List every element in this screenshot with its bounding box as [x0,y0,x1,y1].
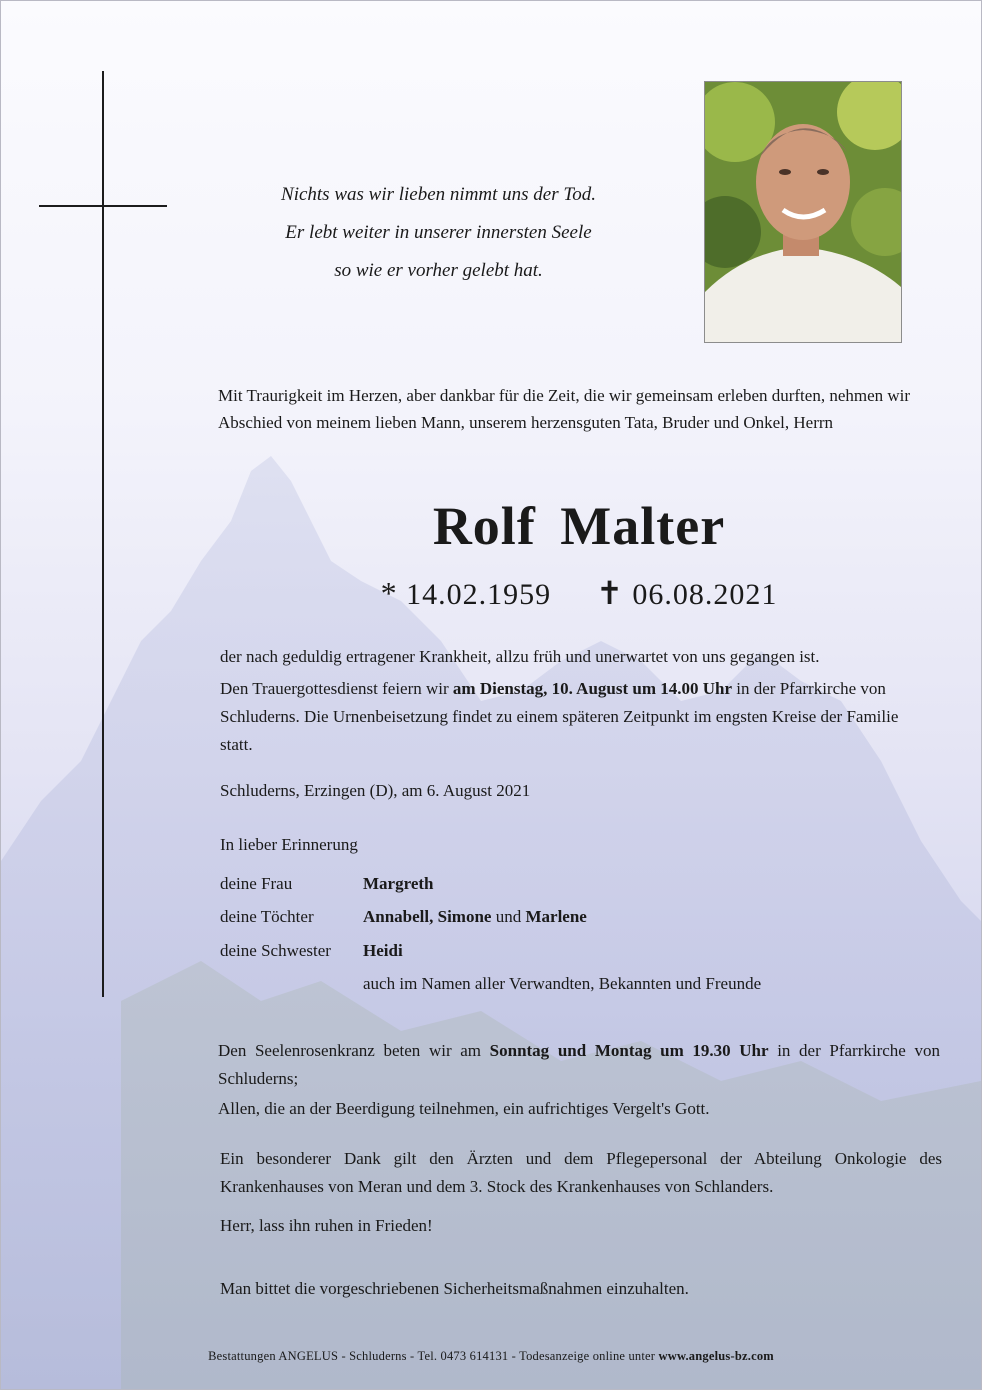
rosary-text: Den Seelenrosenkranz beten wir am Sonntag und Montag um 19.30 Uhr in der Pfarrkirche von Schluderns; [218,1041,940,1088]
relative-label: deine Schwester [220,941,331,960]
relative-name: Heidi [363,941,403,960]
safety-notice: Man bittet die vorgeschriebenen Sicherheitsmaßnahmen einzuhalten. [220,1279,689,1298]
life-dates [218,571,940,617]
death-date: 06.08.2021 [632,578,778,611]
deceased-name: Rolf Malter [432,496,726,556]
obituary-page: Nichts was wir lieben nimmt uns der Tod. Er lebt weiter in unserer innersten Seele so wie er vorher gelebt hat. Mit Traurigkeit im Herzen, aber dankbar für die Zeit, die wir gemeinsam erleben durften, nehmen wir Abschied von meinem lieben Mann, unserem herzensguten Tata, Bruder und Onkel, Herrn Rolf Malter * 14.02.1959 ✝ 06.08.2021 der nach geduldig ertragener Krankheit, allzu früh und unerwartet von uns gegangen ist. Den Trauergottesdienst feiern wir am Dienstag, 10. August um 14.00 Uhr in der Pfarrkirche von Schluderns. Die Urnenbeisetzung findet zu einem späteren Zeitpunkt im engsten Kreise der Familie statt. Schluderns, Erzingen (D), am 6. August 2021 In lieber Erinnerung deine Frau Margreth deine Töchter Annabell, Simone und Marlene deine Schwester Heidi auch im Namen aller Verwandten, Bekannten und Freunde Den Seelenrosenkranz beten wir am Sonntag und Montag um 19.30 Uhr in der Pfarrkirche von Schluderns; Allen, die an der Beerdigung teilnehmen, ein aufrichtiges Vergelt's Gott. Ein besonderer Dank gilt den Ärzten und dem Pflegepersonal der Abteilung Onkologie des Krankenhauses von Meran und dem 3. Stock des Krankenhauses von Schlanders. Herr, lass ihn ruhen in Frieden! Man bittet die vorgeschriebenen Sicherheitsmaßnahmen einzuhalten. Bestattungen ANGELUS - Schluderns - Tel. 0473 614131 - Todesanzeige online unter www.angelus-bz.com [0,0,982,1390]
birth-star-icon: * [380,575,398,611]
funeral-service-text: Den Trauergottesdienst feiern wir am Dienstag, 10. August um 14.00 Uhr in der Pfarrkirche von Schluderns. Die Urnenbeisetzung findet zu einem späteren Zeitpunkt im engsten Kreise der Familie statt. [220,679,899,754]
staff-thanks: Ein besonderer Dank gilt den Ärzten und dem Pflegepersonal der Abteilung Onkologie des Krankenhauses von Meran und dem 3. Stock des Krankenhauses von Schlanders. [220,1149,942,1196]
footer-url[interactable]: www.angelus-bz.com [658,1349,774,1363]
remembrance-heading: In lieber Erinnerung [220,835,358,854]
death-cross-icon: ✝ [596,575,624,611]
portrait-photo [704,81,902,343]
passing-text: der nach geduldig ertragener Krankheit, allzu früh und unerwartet von uns gegangen ist. [220,647,820,666]
cross-horizontal [39,205,167,207]
quote-line: so wie er vorher gelebt hat. [334,260,543,281]
quote-line: Er lebt weiter in unserer innersten Seele [285,222,592,243]
intro-text: Mit Traurigkeit im Herzen, aber dankbar für die Zeit, die wir gemeinsam erleben durften, nehmen wir Abschied von meinem lieben Mann, unserem herzensguten Tata, Bruder und Onkel, Herrn [218,386,911,432]
relative-label: deine Töchter [220,907,314,926]
relative-name: Margreth [363,874,434,893]
relative-label: deine Frau [220,874,293,893]
relative-name: Annabell, Simone und Marlene [363,907,587,926]
cross-vertical [102,71,104,997]
funeral-service-time: am Dienstag, 10. August um 14.00 Uhr [452,679,733,698]
place-and-date: Schluderns, Erzingen (D), am 6. August 2021 [220,781,531,800]
quote-line: Nichts was wir lieben nimmt uns der Tod. [281,184,596,205]
memorial-quote [181,176,696,290]
birth-date: 14.02.1959 [406,578,552,611]
rosary-time: Sonntag und Montag um 19.30 Uhr [489,1041,769,1060]
prayer-text: Herr, lass ihn ruhen in Frieden! [220,1216,433,1235]
footer-text: Bestattungen ANGELUS - Schluderns - Tel. 0473 614131 - Todesanzeige online unter [208,1349,656,1363]
funeral-home-footer [1,1349,981,1364]
attendees-thanks: Allen, die an der Beerdigung teilnehmen, ein aufrichtiges Vergelt's Gott. [218,1099,710,1118]
